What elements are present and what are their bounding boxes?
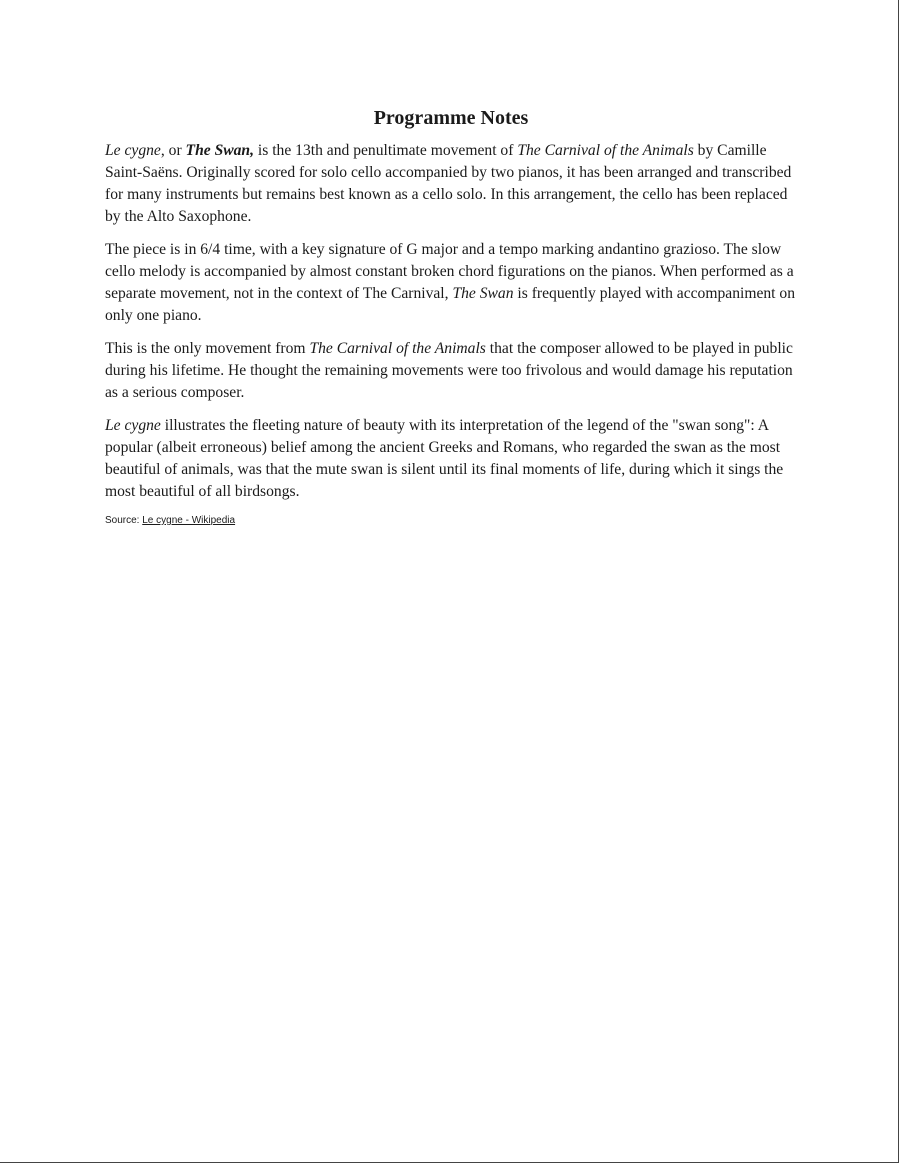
text-run: is the 13th and penultimate movement of	[254, 142, 518, 159]
text-run: that the composer allowed to be played in public during his lifetime. He thought the remaining movements were too frivolous and would damage his reputation as a serious composer.	[105, 340, 793, 401]
text-run: by Camille Saint-Saëns. Originally scored for solo cello accompanied by two pianos, it has been arranged and transcribed for many instruments but remains best known as a cello solo. In this arrangement, the cello has been replaced by the Alto Saxophone.	[105, 142, 792, 225]
text-run: The Swan,	[185, 142, 255, 159]
text-run: illustrates the fleeting nature of beauty with its interpretation of the legend of the "swan song": A popular (albeit erroneous) belief among the ancient Greeks and Romans, who regarded the swan as the most beautiful of animals, was that the mute swan is silent until its final moments of life, during which it sings the most beautiful of all birdsongs.	[105, 417, 784, 500]
source-citation	[105, 514, 797, 528]
paragraph	[105, 338, 797, 404]
paragraph	[105, 415, 797, 503]
programme-notes	[105, 106, 797, 528]
notes-body	[105, 140, 797, 503]
source-label: Source:	[105, 515, 143, 526]
source-link[interactable]: Le cygne - Wikipedia	[142, 515, 236, 526]
text-run: The piece is in 6/4 time, with a key signature of G major and a tempo marking andantino grazioso. The slow cello melody is accompanied by almost constant broken chord figurations on the pianos. When performed as a separate movement, not in the context of The Carnival,	[105, 241, 794, 302]
page-title: Programme Notes	[373, 107, 529, 129]
text-run: is frequently played with accompaniment on only one piano.	[105, 285, 796, 324]
text-run: The Swan	[452, 285, 514, 302]
text-run: Le cygne	[105, 142, 161, 159]
paragraph	[105, 239, 797, 327]
text-run: The Carnival of the Animals	[517, 142, 694, 159]
text-run: This is the only movement from	[105, 340, 310, 357]
text-run: , or	[160, 142, 186, 159]
paragraph	[105, 140, 797, 228]
text-run: The Carnival of the Animals	[309, 340, 486, 357]
text-run: Le cygne	[105, 417, 161, 434]
